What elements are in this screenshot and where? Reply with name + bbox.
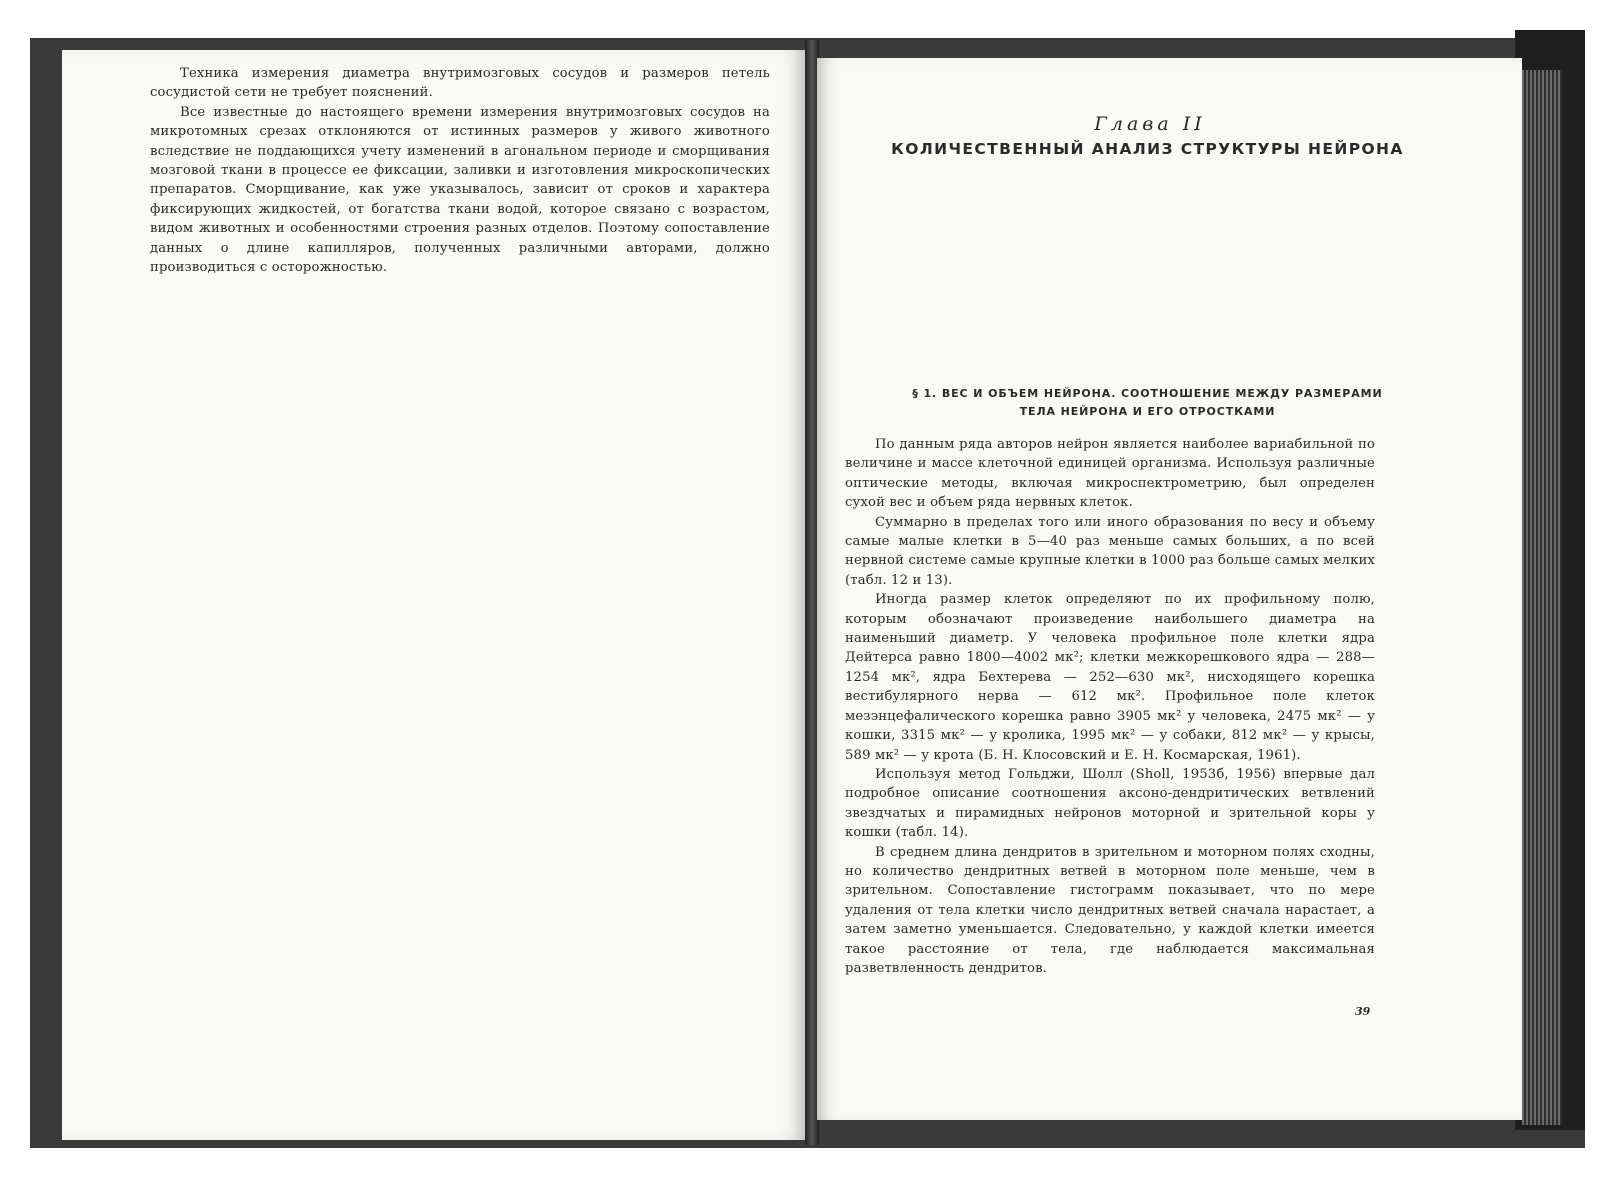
section-heading-line: ТЕЛА НЕЙРОНА И ЕГО ОТРОСТКАМИ bbox=[1019, 405, 1276, 418]
paragraph: По данным ряда авторов нейрон является наиболее вариабильной по величине и массе клеточной единицей организма. Используя различные оптические методы, включая микроспектрометрию, был определен сухой вес и объем ряда нервных клеток. bbox=[845, 437, 1375, 511]
page-number: 39 bbox=[1355, 1005, 1371, 1018]
paragraph: Иногда размер клеток определяют по их профильному полю, которым обозначают произведение наибольшего диаметра на наименьший диаметр. У человека профильное поле клетки ядра Дейтерса равно 1800—4002 мк²; клетки межкорешкового ядра — 288—1254 мк², ядра Бехтерева — 252—630 мк², нисходящего корешка вестибулярного нерва — 612 мк². Профильное поле клеток мезэнцефалического корешка равно 3905 мк² у человека, 2475 мк² — у кошки, 3315 мк² — у кролика, 1995 мк² — у собаки, 812 мк² — у крысы, 589 мк² — у крота (Б. Н. Клосовский и Е. Н. Космарская, 1961). bbox=[845, 592, 1375, 763]
right-page-text bbox=[845, 435, 1375, 978]
paragraph: Суммарно в пределах того или иного образования по весу и объему самые малые клетки в 5—40 раз меньше самых больших, а по всей нервной системе самые крупные клетки в 1000 раз больше самых мелких (табл. 12 и 13). bbox=[845, 514, 1375, 588]
chapter-label: Глава II bbox=[1094, 113, 1206, 135]
chapter-title: КОЛИЧЕСТВЕННЫЙ АНАЛИЗ СТРУКТУРЫ НЕЙРОНА bbox=[891, 140, 1404, 158]
left-page-text bbox=[150, 64, 770, 277]
page-edges bbox=[1522, 70, 1562, 1125]
paragraph: Техника измерения диаметра внутримозговых сосудов и размеров петель сосудистой сети не требует пояснений. bbox=[150, 66, 770, 101]
paragraph: Используя метод Гольджи, Шолл (Sholl, 1953б, 1956) впервые дал подробное описание соотношения аксоно-дендритических ветвлений звездчатых и пирамидных нейронов моторной и зрительной коры у кошки (табл. 14). bbox=[845, 766, 1375, 841]
paragraph: В среднем длина дендритов в зрительном и моторном полях сходны, но количество дендритных ветвей в моторном поле меньше, чем в зрительном. Сопоставление гистограмм показывает, что по мере удаления от тела клетки число дендритных ветвей сначала нарастает, а затем заметно уменьшается. Следовательно, у каждой клетки имеется такое расстояние от тела, где наблюдается максимальная разветвленность дендритов. bbox=[845, 844, 1375, 976]
section-heading bbox=[830, 385, 1465, 421]
section-heading-line: § 1. ВЕС И ОБЪЕМ НЕЙРОНА. СООТНОШЕНИЕ МЕЖДУ РАЗМЕРАМИ bbox=[912, 387, 1383, 400]
paragraph: Все известные до настоящего времени измерения внутримозговых сосудов на микротомных срезах отклоняются от истинных размеров у живого животного вследствие не поддающихся учету изменений в агональном периоде и сморщивания мозговой ткани в процессе ее фиксации, заливки и изготовления микроскопических препаратов. Сморщивание, как уже указывалось, зависит от сроков и характера фиксирующих жидкостей, от богатства ткани водой, которое связано с возрастом, видом животных и особенностями строения разных отделов. Поэтому сопоставление данных о длине капилляров, полученных различными авторами, должно производиться с осторожностью. bbox=[150, 104, 770, 276]
